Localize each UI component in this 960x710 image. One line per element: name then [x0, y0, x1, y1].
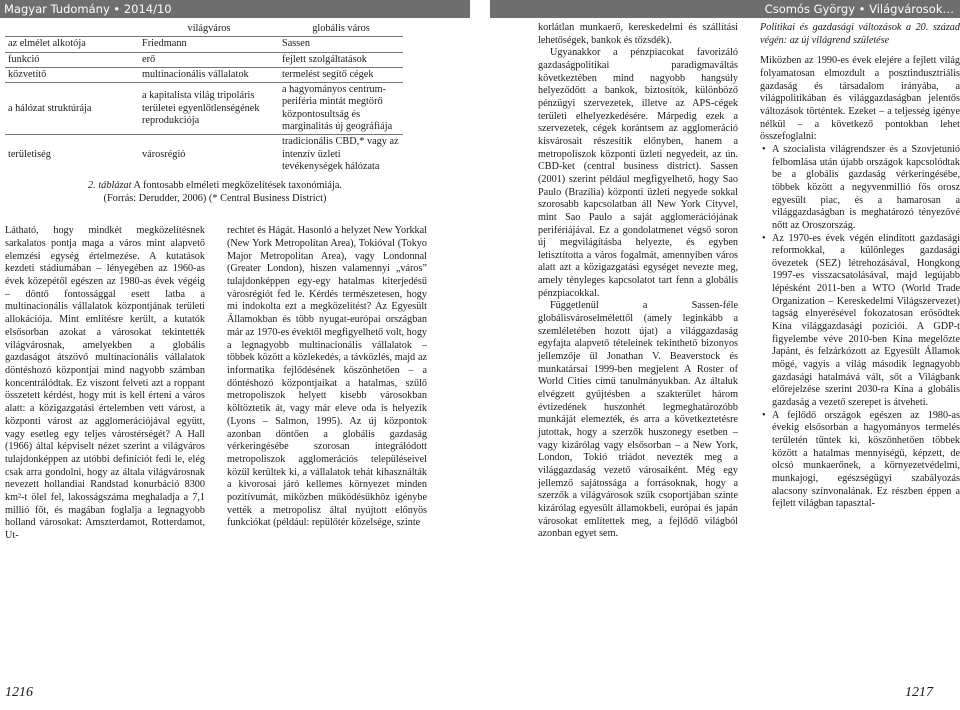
table-caption-source: (Forrás: Derudder, 2006) (* Central Business District)	[103, 192, 327, 204]
body-column-3	[538, 22, 738, 541]
table-cell: Sassen	[279, 37, 403, 52]
table-cell: multinacionális vállalatok	[139, 67, 279, 82]
table-cell: funkció	[5, 52, 139, 67]
page-number-left: 1216	[5, 685, 33, 700]
table-row	[5, 67, 403, 82]
table-cell: területiség	[5, 135, 139, 174]
sidebar-list	[760, 144, 960, 511]
body-paragraph: rechtet és Hágát. Hasonló a helyzet New Yorkkal (New York Metropolitan Area), Tokióval (Tokyo Major Metropolitan Area), vagy Londonnal (Greater London), hiszen valamennyi „város” tulajdonképpen egy-egy hatalmas kiterjedésű városrégiót fed le. Kérdés természetesen, hogy mi indokolta ezt a megközelítést? Az Egyesült Államokban és több nyugat-európai országban már az 1970-es évektől megfigyelhető volt, hogy a legnagyobb multinacionális vállalatok – többek között a közlekedés, a távközlés, majd az informatika fejlődésének köszönhetően – a döntéshozó központjaikat a hatalmas, szűlő metropoliszok helyett kisebb városokban költöztetik át, vagy már eleve oda is helyezik (Lyons – Salmon, 1995). Az új központok azonban döntően a globális gazdaság vérkeringésébe szorosan integrálódott metropoliszok agglomerációs településeivel közül kerültek ki, a vállalatok tehát kihasználták a kivorosai járó kellemes környezet minden pozitívumát, miközben működésükhöz igénybe vették a metropolisz által nyújtott előnyös funkciókat (például: repülőtér közelsége, szinte	[227, 225, 428, 529]
left-page	[5, 22, 470, 542]
table-row	[5, 52, 403, 67]
list-item: • A szocialista világrendszer és a Szovjetunió felbomlása után újabb országok kapcsolódtak be a globális gazdaság vérkeringésébe, többek között a negyvenmillió fős orosz egyesült piac, és a hamarosan a világgazdaságban is meghatározó tényezővé nőtt az Oroszország.	[772, 144, 960, 233]
list-item: • A fejlődő országok egészen az 1980-as évekig elsősorban a hagyományos termelés területén tűntek ki, köszönhetően többek között a hatalmas mennyiségű, képzett, de olcsó munkaerőnek, a környezetvédelmi, munkajogi, egészségügyi szabályozás alacsony színvonalának. Ez részben éppen a fejlett világban tapasztal-	[772, 410, 960, 511]
table-row	[5, 37, 403, 52]
table-cell: városrégió	[139, 135, 279, 174]
table-cell: Friedmann	[139, 37, 279, 52]
body-paragraph: Függetlenül a Sassen-féle globálisvároselmélettől (amely leginkább a szemléletében hozott újat) a világgazdaság egyfajta alapvető tételeinek tekinthető bizonyos jellemzője ül Jonathan V. Beaverstock és munkatársai 1999-ben megjelent A Roster of World Cities című tanulmányukban. Az általuk elvégzett gyűjtésben a szakterület három évtizedének huszonhét legmeghatározóbb munkáját elemezték, és arra a következtetésre jutottak, hogy a szerzők huszonegy esetben – vagy kizárólag vagy elsősorban – a New York, London, Tokió triádot nevezték meg a világgazdaság vezető városaiként. Még egy jellemző sajátossága a forrásoknak, hogy a szerzők a világvárosok szűk csoportjában szinte kizárólag egyesült államokbeli, európai és japán városokat említettek meg, a fejlődő világból azonban egyet sem.	[538, 300, 738, 540]
table-cell: erő	[139, 52, 279, 67]
list-item: • Az 1970-es évek végén elindított gazdasági reformokkal, a különleges gazdasági övezetek (SEZ) létrehozásával, Hongkong 1997-es visszacsatolásával, majd legújabb lépésként 2011-ben a WTO (World Trade Organization – Kereskedelmi Világszervezet) tagság elnyerésével fokozatosan erősödtek Kína világgazdasági pozíciói. A GDP-t figyelembe véve 2010-ben Kína megelőzte Japánt, és felzárkózott az Egyesült Államok mögé, vagyis a világ második legnagyobb gazdasági hatalmává vált, sőt a Világbank előrejelzése szerint 2030-ra Kína a globális gazdaság a vezető szerepet is átveheti.	[772, 233, 960, 410]
table-cell: a hagyományos centrum-periféria mintát megtörő központosultság és marginalitás új geográfiája	[279, 83, 403, 135]
body-column-2	[227, 225, 427, 530]
running-header-right: Csomós György • Világvárosok…	[490, 0, 960, 18]
table-cell: tradicionális CBD,* vagy az intenzív üzleti tevékenységek hálózata	[279, 135, 403, 174]
body-column-1	[5, 225, 205, 543]
table-cell: közvetítő	[5, 67, 139, 82]
table-cell: az elmélet alkotója	[5, 37, 139, 52]
table-header-row	[5, 22, 403, 37]
table-header-cell	[5, 22, 139, 37]
sidebar-title: Politikai és gazdasági változások a 20. század végén: az új világrend születése	[760, 22, 960, 46]
table-caption-number: 2. táblázat	[88, 180, 132, 192]
table-caption-title: A fontosabb elméleti megközelítések taxonómiája.	[133, 180, 342, 192]
table-cell: fejlett szolgáltatások	[279, 52, 403, 67]
table-caption	[5, 180, 425, 205]
body-paragraph: Látható, hogy mindkét megközelítésnek sarkalatos pontja maga a város mint alapvető elemzési egység értelmezése. A kutatások kezdeti stádiumában – lényegében az 1960-as évek közepétől egészen az 1980-as évek végéig – döntő fontossággal esett latba a multinacionális vállalatok központjának területi allokációja. Mint említésre került, a kutatók elsősorban azokat a városokat tekintették világvárosnak, amelyekben a globális gazdaságot átszövő multinacionális vállalatok döntéshozó központjai mind nagyobb számban koncentrálódtak. Ez viszont felveti azt a roppant összetett kérdést, hogy mit is kell érteni a város alatt: a közigazgatási értelemben vett várost, a központi várost az agglomerációjával együtt, vagy esetleg egy teljes várostérségét? A Hall (1966) által képviselt nézet szerint a világváros tulajdonképpen az utóbbi definíciót fedi le, elég csak arra gondolni, hogy az általa világvárosnak nevezett hollandiai Randstad konurbáció 8300 km²-t ölel fel, lakosságszáma meghaladja a 7,1 millió főt, és magában foglalja a legnagyobb holland városokat: Amszterdamot, Rotterdamot, Ut-	[5, 225, 205, 542]
table-row	[5, 83, 403, 135]
sidebar-intro: Miközben az 1990-es évek elejére a fejlett világ folyamatosan elmozdult a posztindusztriális gazdaság és társadalom irányába, a világpolitikában és világgazdaságban jelentős változások történtek. Ezeket – a teljesség igénye nélkül – a következő pontokban lehet összefoglalni:	[760, 55, 960, 143]
body-paragraph: korlátlan munkaerő, kereskedelmi és szállítási lehetőségek, bankok és tőzsdék).	[538, 22, 738, 46]
table-header-cell: világváros	[187, 23, 231, 34]
table-cell: a hálózat struktúrája	[5, 83, 139, 135]
table-cell: a kapitalista világ tripoláris területei egyenlőtlenségének reprodukciója	[139, 83, 279, 135]
table-header-cell: globális város	[312, 23, 370, 34]
table-cell: termelést segítő cégek	[279, 67, 403, 82]
sidebar-box	[760, 22, 960, 511]
body-paragraph: Ugyanakkor a pénzpiacokat favorizáló gazdaságpolitikai paradigmaváltás következtében mind nagyobb hangsúly helyeződött a bankok, biztosítók, különböző pénzügyi szervezetek, illetve az APS-cégek területi elhelyezkedésére. Márpedig ezek a szervezetek, cégek korántsem az agglomeráció kisvárosait részesítik előnyben, hanem a metropoliszok központi üzleti negyedeit, az ún. CBD-ket (central business district). Sassen (2001) szerint például megfigyelhető, hogy Sao Paulo (Brazília) központi üzleti negyede sokkal szorosabb kapcsolatban áll New York Cityvel, mint Sao Paulo a saját agglomerációjának perifériájával. Ez a gondolatmenet végső soron új megvilágításba helyezte, és egyben letisztította a város fogalmát, amennyiben város alatt azt a közigazgatási egységet nevezte meg, amely tényleges kapcsolatot tart fenn a globális pénzpiacokkal.	[538, 47, 738, 299]
running-header-left: Magyar Tudomány • 2014/10	[0, 0, 470, 18]
page-number-right: 1217	[905, 685, 933, 700]
taxonomy-table	[5, 22, 403, 174]
table-row	[5, 135, 403, 174]
